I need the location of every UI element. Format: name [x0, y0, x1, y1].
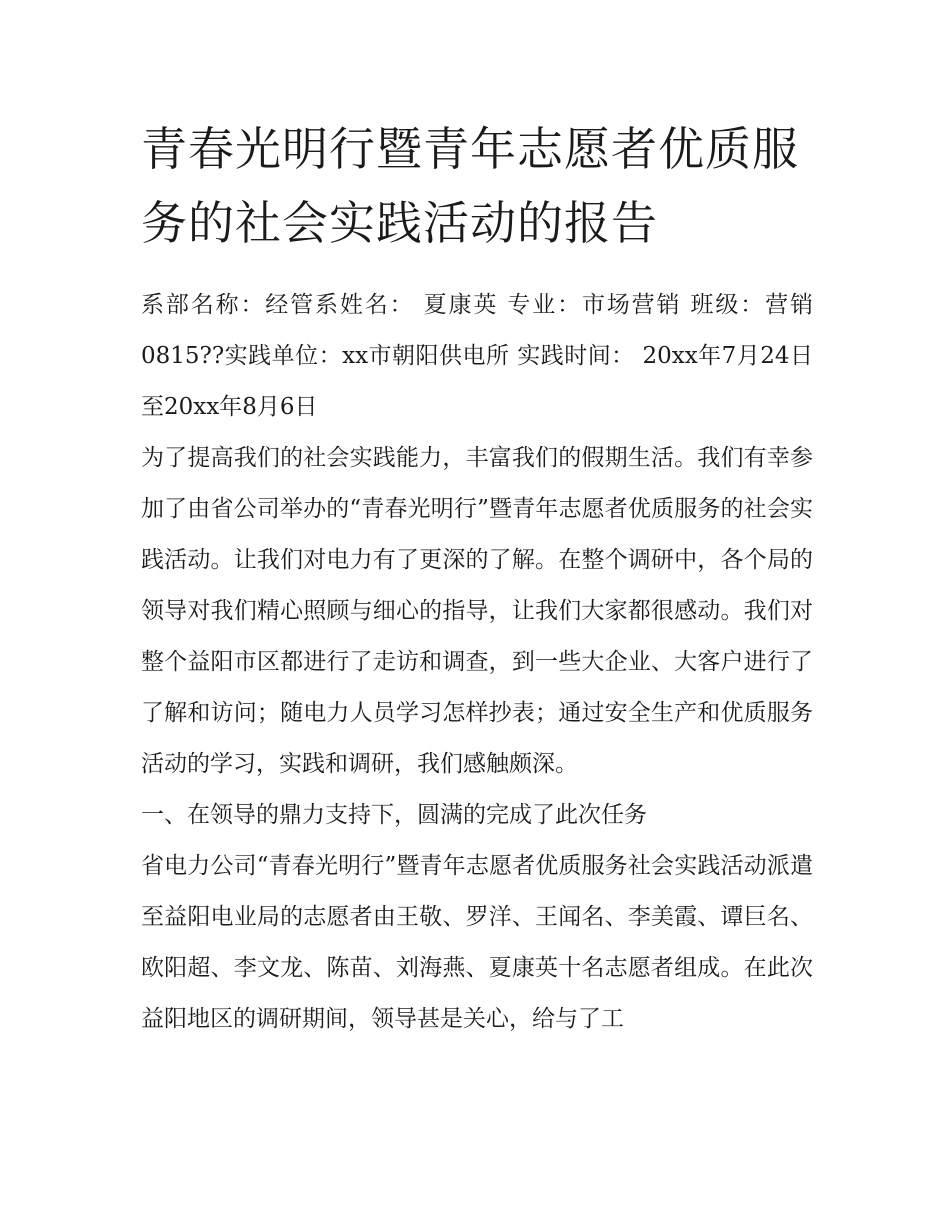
intro-paragraph: 为了提高我们的社会实践能力，丰富我们的假期生活。我们有幸参加了由省公司举办的“青春光明行”暨青年志愿者优质服务的社会实践活动。让我们对电力有了更深的了解。在整个调研中，各个局的领导对我们精心照顾与细心的指导，让我们大家都很感动。我们对整个益阳市区都进行了走访和调查，到一些大企业、大客户进行了了解和访问；随电力人员学习怎样抄表；通过安全生产和优质服务活动的学习，实践和调研，我们感触颇深。 — [141, 445, 813, 777]
document-title: 青春光明行暨青年志愿者优质服务的社会实践活动的报告 — [141, 122, 799, 250]
document-page — [141, 112, 813, 1045]
student-info: 系部名称：经管系姓名： 夏康英 专业：市场营销 班级：营销0815??实践单位：xx市朝阳供电所 实践时间： 20xx年7月24日至20xx年8月6日 — [141, 292, 813, 420]
section-heading-1: 一、在领导的鼎力支持下，圆满的完成了此次任务 — [141, 802, 647, 828]
section-paragraph-1: 省电力公司“青春光明行”暨青年志愿者优质服务社会实践活动派遣至益阳电业局的志愿者由王敬、罗洋、王闻名、李美霞、谭巨名、欧阳超、李文龙、陈苗、刘海燕、夏康英十名志愿者组成。在此次益阳地区的调研期间，领导甚是关心，给与了工 — [141, 853, 813, 1032]
